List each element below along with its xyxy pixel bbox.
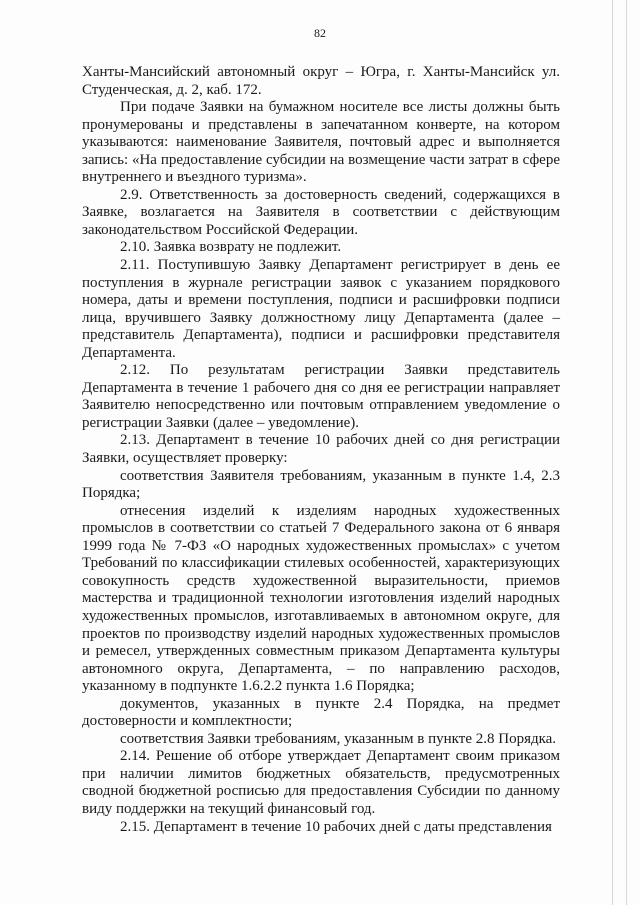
paragraph: 2.9. Ответственность за достоверность сведений, содержащихся в Заявке, возлагается на Заявителя в соответствии с действующим законодательством Российской Федерации. bbox=[82, 186, 560, 238]
page-number: 82 bbox=[314, 26, 326, 40]
paragraph: документов, указанных в пункте 2.4 Порядка, на предмет достоверности и комплектности; bbox=[82, 695, 560, 730]
document-body bbox=[82, 64, 560, 836]
paragraph: 2.10. Заявка возврату не подлежит. bbox=[120, 239, 342, 256]
paragraph: 2.11. Поступившую Заявку Департамент регистрирует в день ее поступления в журнале регистрации заявок с указанием порядкового номера, даты и времени поступления, подписи и расшифровки подписи лица, вручившего Заявку должностному лицу Департамента (далее – представитель Департамента), подписи и расшифровки представителя Департамента. bbox=[82, 257, 560, 361]
paragraph: 2.15. Департамент в течение 10 рабочих дней с даты представления bbox=[120, 818, 552, 835]
paragraph: 2.12. По результатам регистрации Заявки представитель Департамента в течение 1 рабочего дня со дня ее регистрации направляет Заявителю непосредственно или почтовым отправлением уведомление о регистрации Заявки (далее – уведомление). bbox=[82, 362, 560, 431]
paragraph: соответствия Заявителя требованиям, указанным в пункте 1.4, 2.3 Порядка; bbox=[82, 467, 560, 502]
paragraph: 2.13. Департамент в течение 10 рабочих дней со дня регистрации Заявки, осуществляет проверку: bbox=[82, 432, 560, 467]
paragraph: Ханты-Мансийский автономный округ – Югра, г. Ханты-Мансийск ул. Студенческая, д. 2, каб. 172. bbox=[82, 64, 560, 98]
paragraph: отнесения изделий к изделиям народных художественных промыслов в соответствии со статьей 7 Федерального закона от 6 января 1999 года № 7-ФЗ «О народных художественных промыслах» с учетом Требований по классификации стилевых особенностей, характеризующих совокупность средств художественной выразительности, приемов мастерства и традиционной технологии изготовления изделий народных художественных промыслов, изготавливаемых в автономном округе, для проектов по производству изделий народных художественных промыслов и ремесел, утвержденных совместным приказом Департамента культуры автономного округа, Департамента, – по направлению расходов, указанному в подпункте 1.6.2.2 пункта 1.6 Порядка; bbox=[82, 502, 560, 695]
paragraph: соответствия Заявки требованиям, указанным в пункте 2.8 Порядка. bbox=[120, 730, 557, 747]
paragraph: 2.14. Решение об отборе утверждает Департамент своим приказом при наличии лимитов бюджетных обязательств, предусмотренных сводной бюджетной росписью для предоставления Субсидии по данному виду поддержки на текущий финансовый год. bbox=[82, 748, 560, 817]
page-edge-line bbox=[626, 0, 627, 905]
page-edge-line bbox=[612, 0, 613, 905]
paragraph: При подаче Заявки на бумажном носителе все листы должны быть пронумерованы и представлены в запечатанном конверте, на котором указываются: наименование Заявителя, почтовый адрес и выполняется запись: «На предоставление субсидии на возмещение части затрат в сфере внутреннего и въездного туризма». bbox=[82, 99, 560, 186]
